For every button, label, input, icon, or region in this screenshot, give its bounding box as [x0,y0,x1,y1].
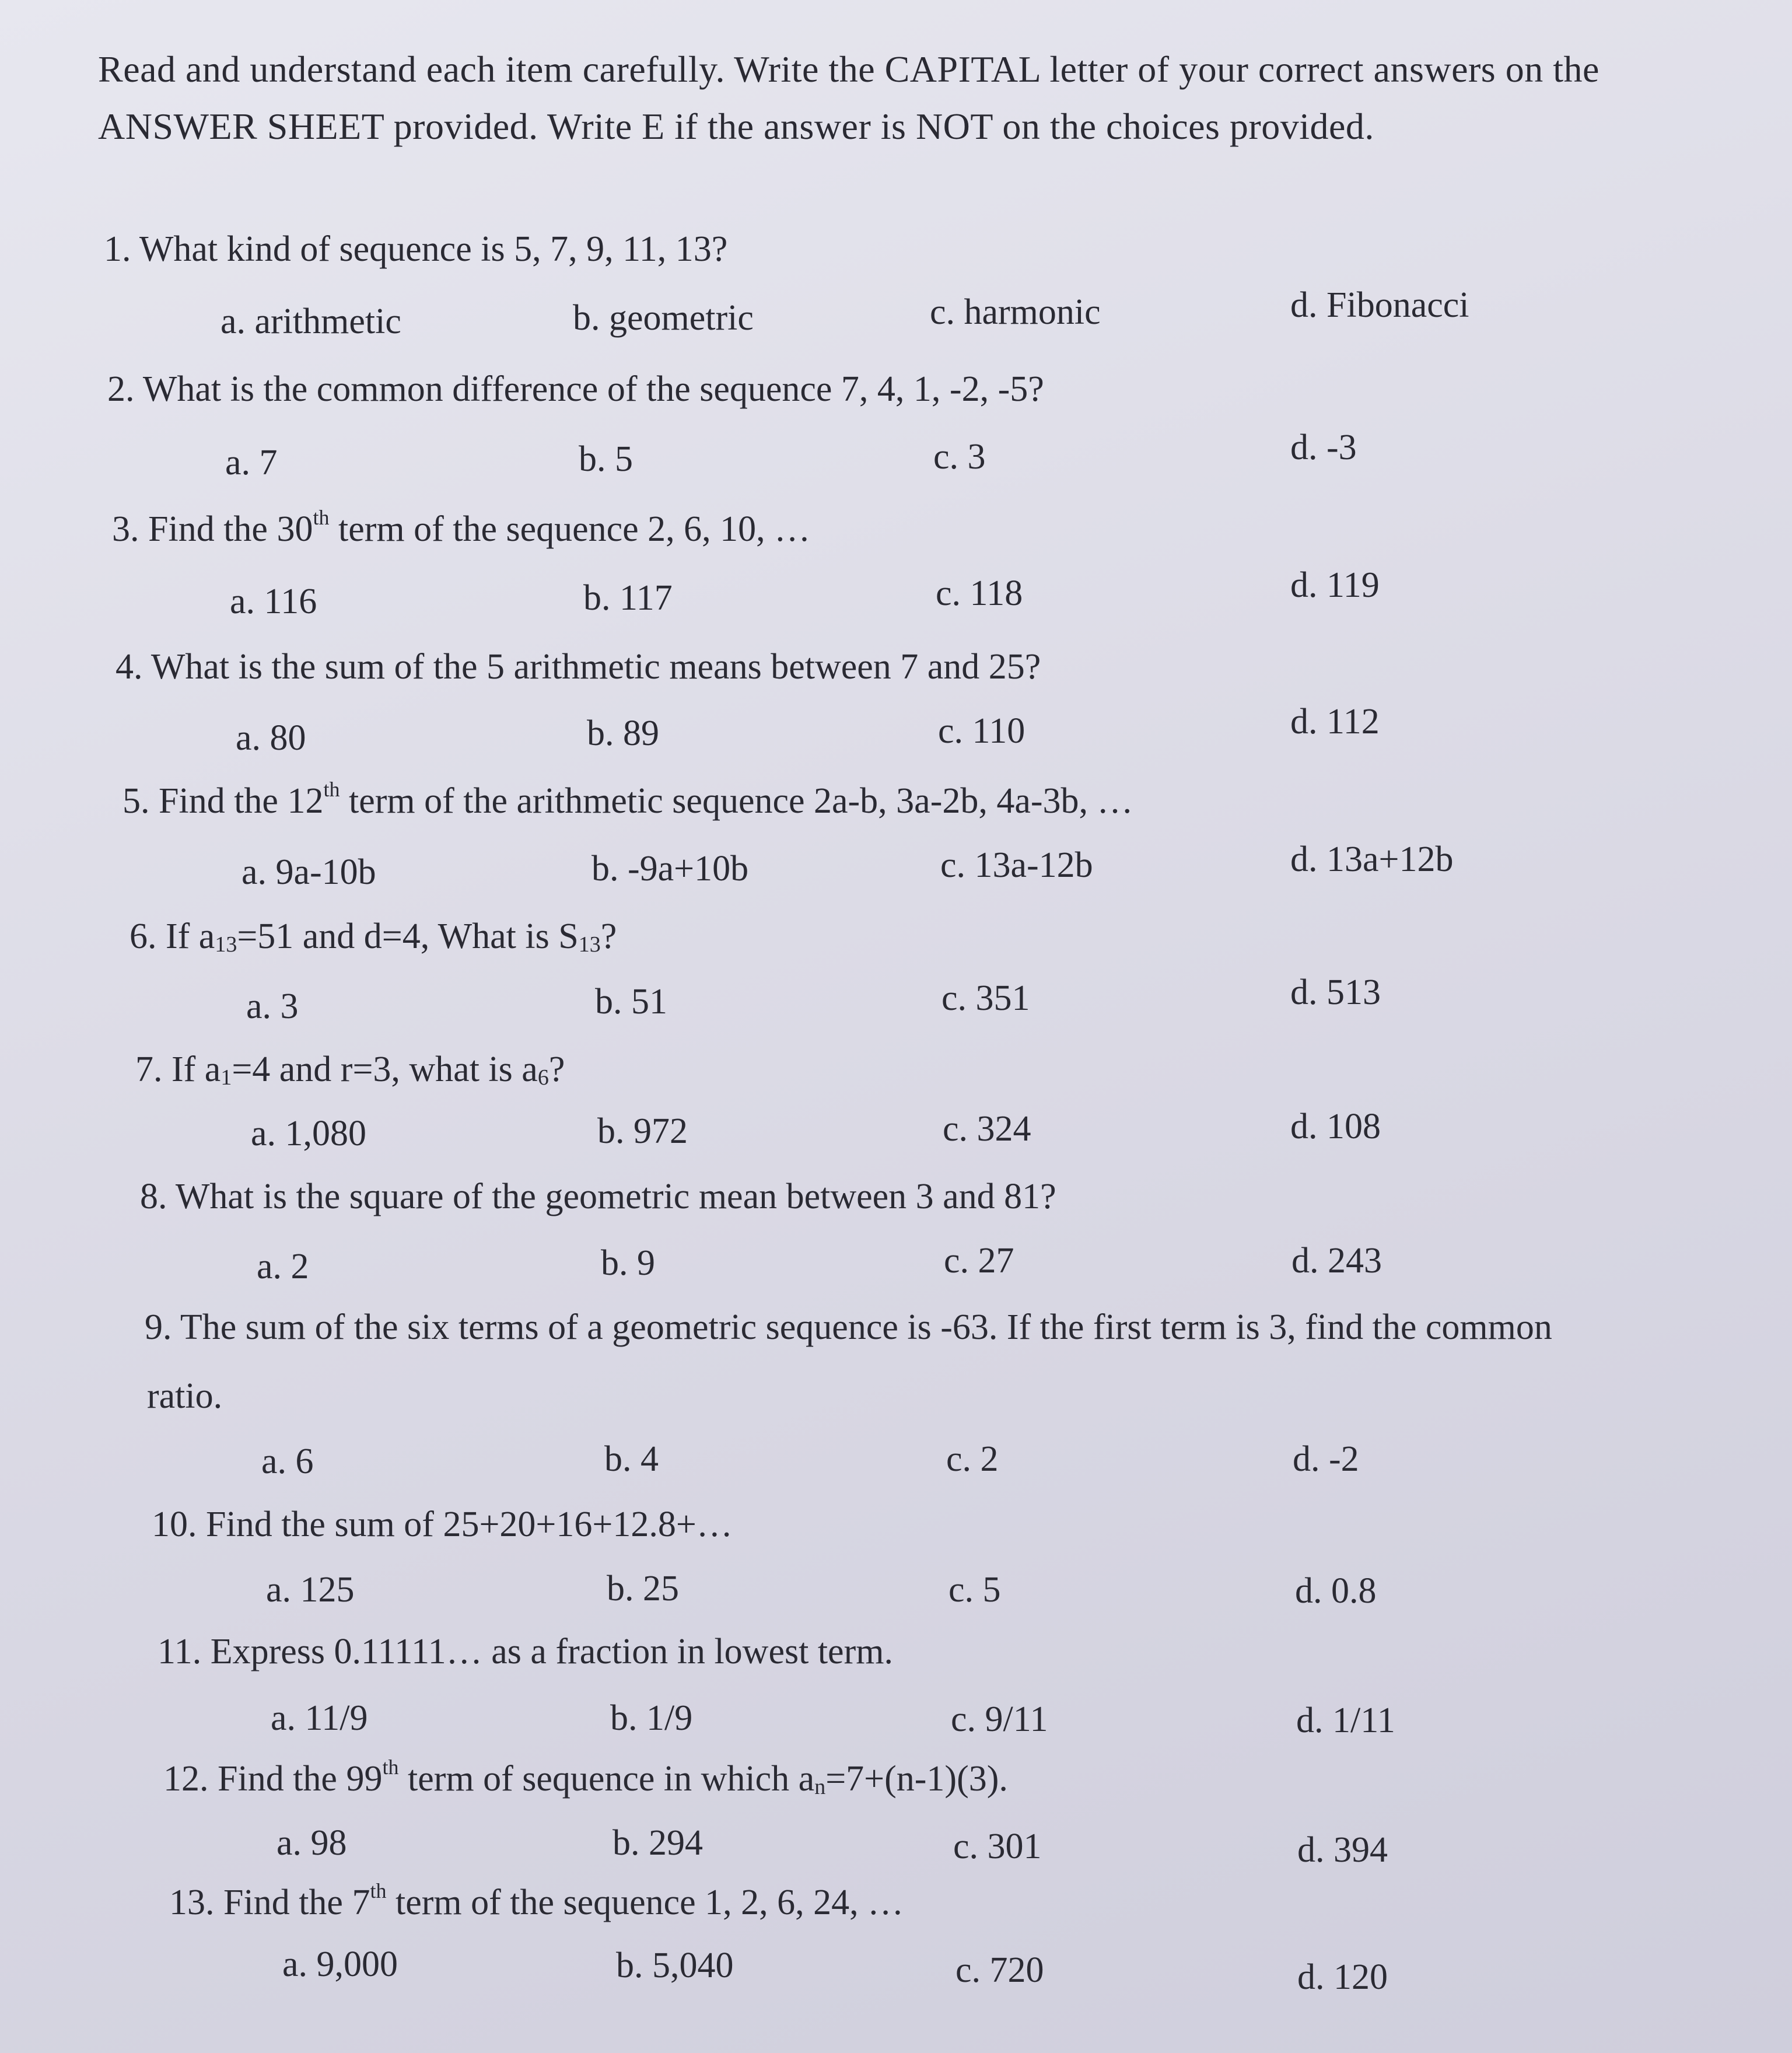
option-9d: d. -2 [1293,1439,1359,1479]
question-9-continued: ratio. [147,1376,223,1416]
option-7d: d. 108 [1290,1107,1381,1146]
option-8a: a. 2 [257,1247,309,1286]
option-3a: a. 116 [230,582,317,621]
question-6-text-mid: =51 and d=4, What is S [237,917,579,956]
question-5-text: 5. Find the 12 [123,781,324,821]
option-6a: a. 3 [246,987,299,1026]
option-6b: b. 51 [595,982,667,1022]
option-1d: d. Fibonacci [1290,285,1469,325]
question-13-text-end: term of the sequence 1, 2, 6, 24, … [386,1883,904,1922]
option-10b: b. 25 [607,1569,679,1608]
question-12-text-end: =7+(n-1)(3). [825,1759,1008,1799]
option-2d: d. -3 [1290,428,1357,467]
option-4d: d. 112 [1290,702,1380,742]
option-3b: b. 117 [583,578,673,618]
question-1: 1. What kind of sequence is 5, 7, 9, 11, 13? [104,229,728,269]
option-5c: c. 13a-12b [940,845,1093,885]
question-12 [163,1755,1008,1800]
option-2b: b. 5 [579,439,633,479]
question-12-superscript: th [382,1755,399,1779]
option-11c: c. 9/11 [951,1699,1048,1739]
question-12-text-mid: term of sequence in which a [398,1759,815,1799]
option-4a: a. 80 [236,718,306,758]
option-12b: b. 294 [612,1823,703,1863]
option-13d: d. 120 [1297,1957,1388,1997]
option-7b: b. 972 [597,1111,688,1151]
option-10d: d. 0.8 [1295,1571,1377,1611]
option-3c: c. 118 [936,573,1023,613]
question-3 [112,506,811,550]
question-5-superscript: th [323,778,340,801]
question-13-text: 13. Find the 7 [169,1883,370,1922]
option-3d: d. 119 [1290,565,1380,605]
question-7-text-end: ? [548,1050,565,1089]
question-13 [169,1879,904,1923]
question-7-subscript-1: 1 [220,1065,232,1090]
question-9: 9. The sum of the six terms of a geometric sequence is -63. If the first term is 3, find the common [145,1307,1552,1347]
option-9a: a. 6 [261,1442,314,1481]
option-11d: d. 1/11 [1296,1701,1395,1740]
option-8b: b. 9 [601,1243,655,1283]
question-3-superscript: th [313,506,330,529]
option-1a: a. arithmetic [220,302,401,341]
question-6-subscript-1: 13 [215,932,237,957]
question-7-text-mid: =4 and r=3, what is a [232,1050,538,1089]
option-12c: c. 301 [953,1827,1042,1866]
option-11a: a. 11/9 [271,1698,368,1738]
option-5a: a. 9a-10b [242,852,376,892]
option-5d: d. 13a+12b [1290,840,1454,879]
question-10: 10. Find the sum of 25+20+16+12.8+… [152,1505,733,1544]
question-6-text-end: ? [600,917,617,956]
question-3-text: 3. Find the 30 [112,509,313,549]
question-3-text-end: term of the sequence 2, 6, 10, … [329,509,811,549]
option-1b: b. geometric [573,298,754,338]
option-8d: d. 243 [1292,1241,1382,1281]
question-12-subscript: n [814,1775,826,1799]
option-7a: a. 1,080 [251,1114,367,1153]
option-10c: c. 5 [949,1570,1001,1610]
option-12a: a. 98 [276,1823,347,1863]
option-2a: a. 7 [225,443,278,482]
option-13c: c. 720 [956,1950,1044,1990]
option-11b: b. 1/9 [610,1698,693,1738]
question-6 [130,916,617,957]
question-7-text: 7. If a [135,1050,221,1089]
option-2c: c. 3 [933,437,986,477]
question-2: 2. What is the common difference of the sequence 7, 4, 1, -2, -5? [107,369,1044,409]
question-6-text: 6. If a [130,917,215,956]
question-6-subscript-2: 13 [578,932,601,957]
question-11: 11. Express 0.11111… as a fraction in lowest term. [158,1632,893,1671]
question-5-text-end: term of the arithmetic sequence 2a-b, 3a-2b, 4a-3b, … [340,781,1133,821]
option-13a: a. 9,000 [282,1944,398,1984]
question-5 [123,778,1133,822]
question-13-superscript: th [370,1879,387,1902]
option-6c: c. 351 [942,978,1030,1018]
option-5b: b. -9a+10b [592,849,749,889]
option-4c: c. 110 [938,711,1026,751]
option-9c: c. 2 [946,1439,999,1479]
question-12-text: 12. Find the 99 [163,1759,383,1799]
question-7 [135,1049,565,1090]
option-1c: c. harmonic [930,292,1101,332]
option-10a: a. 125 [266,1570,355,1610]
option-6d: d. 513 [1290,973,1381,1012]
question-8: 8. What is the square of the geometric mean between 3 and 81? [140,1177,1056,1216]
option-7c: c. 324 [943,1109,1031,1149]
question-7-subscript-2: 6 [537,1065,549,1090]
option-8c: c. 27 [944,1241,1014,1281]
option-13b: b. 5,040 [616,1946,734,1985]
instructions: Read and understand each item carefully. Write the CAPITAL letter of your correct answers on the ANSWER SHEET provided. Write E if the answer is NOT on the choices provided. [98,48,1600,147]
option-12d: d. 394 [1297,1830,1388,1870]
option-4b: b. 89 [587,714,659,753]
question-4: 4. What is the sum of the 5 arithmetic means between 7 and 25? [116,647,1041,687]
option-9b: b. 4 [604,1439,659,1479]
